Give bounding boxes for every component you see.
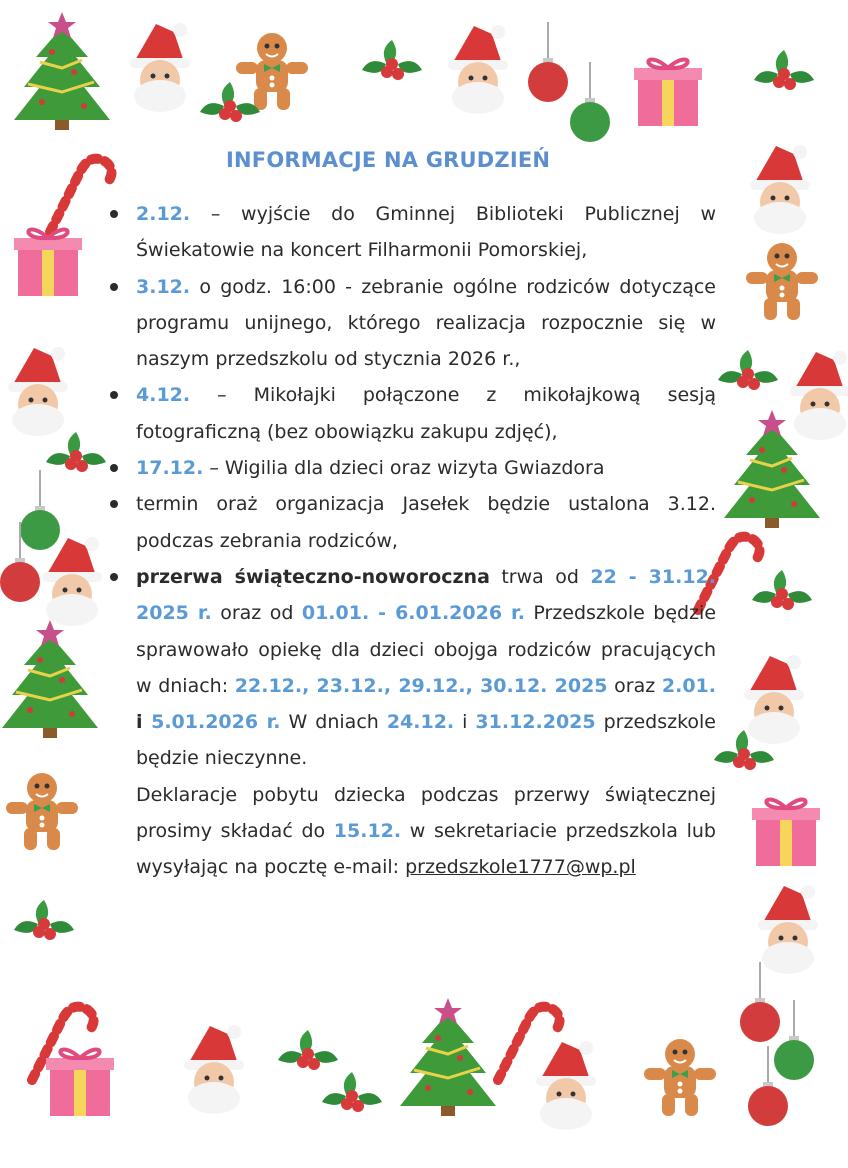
- holly-icon: [754, 50, 814, 90]
- list-item: [110, 196, 716, 269]
- santa-icon: [130, 23, 190, 112]
- bullet-icon: [110, 500, 118, 508]
- gift-icon: [752, 800, 820, 866]
- declaration-paragraph: [110, 777, 716, 886]
- break-text: oraz od: [211, 602, 302, 625]
- ornament-icon: [20, 470, 60, 550]
- event-text: o godz. 16:00 - zebranie ogólne rodziców dotyczące programu unijnego, którego realizacja rozpocznie się w naszym przedszkolu od stycznia 2026 r.,: [136, 275, 716, 371]
- santa-icon: [744, 655, 804, 744]
- ornament-icon: [528, 22, 568, 102]
- list-item: [110, 486, 716, 559]
- santa-icon: [448, 25, 508, 114]
- declaration-text: Deklaracje pobytu dziecka podczas przerwy świątecznej prosimy składać do: [136, 783, 716, 843]
- gift-icon: [634, 60, 702, 126]
- gingerbread-icon: [644, 1039, 716, 1116]
- break-label: przerwa świąteczno-noworoczna: [136, 565, 490, 588]
- announcement-list: [110, 196, 716, 886]
- break-date: 01.01. - 6.01.2026 r.: [301, 602, 525, 625]
- bullet-icon: [110, 210, 118, 218]
- santa-icon: [536, 1041, 596, 1130]
- declaration-text: w sekretariacie przedszkola lub wysyłając na pocztę e-mail:: [136, 820, 716, 879]
- deadline-date: 15.12.: [333, 820, 402, 843]
- list-item: [110, 377, 716, 450]
- event-date: 2.12.: [136, 203, 191, 225]
- list-item: [110, 450, 716, 486]
- break-text: oraz: [607, 674, 662, 697]
- break-date: 2.01.: [661, 674, 716, 697]
- gingerbread-icon: [746, 243, 818, 320]
- event-text: termin oraż organizacja Jasełek będzie ustalona 3.12. podczas zebrania rodziców,: [136, 493, 716, 552]
- page-title: INFORMACJE NA GRUDZIEŃ: [226, 148, 551, 172]
- list-item: [110, 269, 716, 378]
- gingerbread-icon: [236, 33, 308, 110]
- break-text: Przedszkole będzie sprawowało opiekę dla dzieci obojga rodziców pracujących w dniach:: [136, 602, 717, 697]
- holly-icon: [46, 432, 106, 472]
- event-date: 17.12.: [136, 457, 204, 480]
- santa-icon: [8, 347, 68, 436]
- bullet-icon: [110, 464, 118, 472]
- santa-icon: [42, 537, 102, 626]
- candy-cane-icon: [50, 159, 112, 232]
- break-text: i: [454, 711, 476, 734]
- christmas-tree-icon: [400, 998, 496, 1116]
- gift-icon: [14, 230, 82, 296]
- break-date: 31.12.2025: [475, 711, 596, 734]
- holly-icon: [322, 1072, 382, 1112]
- event-text: – wyjście do Gminnej Biblioteki Publicznej w Świekatowie na koncert Filharmonii Pomorskiej,: [136, 203, 716, 262]
- gift-icon: [46, 1050, 114, 1116]
- bullet-icon: [110, 391, 118, 399]
- ornament-icon: [774, 1000, 814, 1080]
- event-text: – Mikołajki połączone z mikołajkową sesją fotograficzną (bez obowiązku zakupu zdjęć),: [136, 384, 716, 443]
- event-date: 3.12.: [136, 275, 191, 298]
- holly-icon: [200, 82, 260, 122]
- holly-icon: [752, 570, 812, 610]
- santa-icon: [750, 145, 810, 234]
- break-text: trwa od: [489, 565, 591, 588]
- bullet-icon: [110, 283, 118, 291]
- ornament-icon: [570, 62, 610, 142]
- santa-icon: [184, 1025, 244, 1114]
- break-text: przedszkole będzie nieczynne.: [136, 711, 716, 770]
- santa-icon: [758, 885, 818, 974]
- break-date: 24.12.: [386, 711, 455, 734]
- holly-icon: [14, 900, 74, 940]
- event-date: 4.12.: [136, 384, 191, 407]
- ornament-icon: [740, 962, 780, 1042]
- christmas-tree-icon: [2, 620, 98, 738]
- holly-icon: [362, 40, 422, 80]
- holly-icon: [278, 1030, 338, 1070]
- gingerbread-icon: [6, 773, 78, 850]
- santa-icon: [790, 351, 848, 440]
- event-text: – Wigilia dla dzieci oraz wizyta Gwiazdora: [203, 457, 605, 480]
- holly-icon: [718, 350, 778, 390]
- break-text: W dniach: [280, 711, 387, 734]
- break-date: 22.12., 23.12., 29.12., 30.12. 2025: [234, 674, 608, 697]
- break-date: 22 - 31.12. 2025 r.: [136, 565, 717, 625]
- list-item-break: [110, 559, 716, 777]
- bullet-icon: [110, 573, 118, 581]
- break-text: i: [136, 711, 152, 734]
- break-date: 5.01.2026 r.: [151, 711, 281, 734]
- christmas-tree-icon: [14, 12, 110, 130]
- email-link[interactable]: przedszkole1777@wp.pl: [405, 856, 636, 879]
